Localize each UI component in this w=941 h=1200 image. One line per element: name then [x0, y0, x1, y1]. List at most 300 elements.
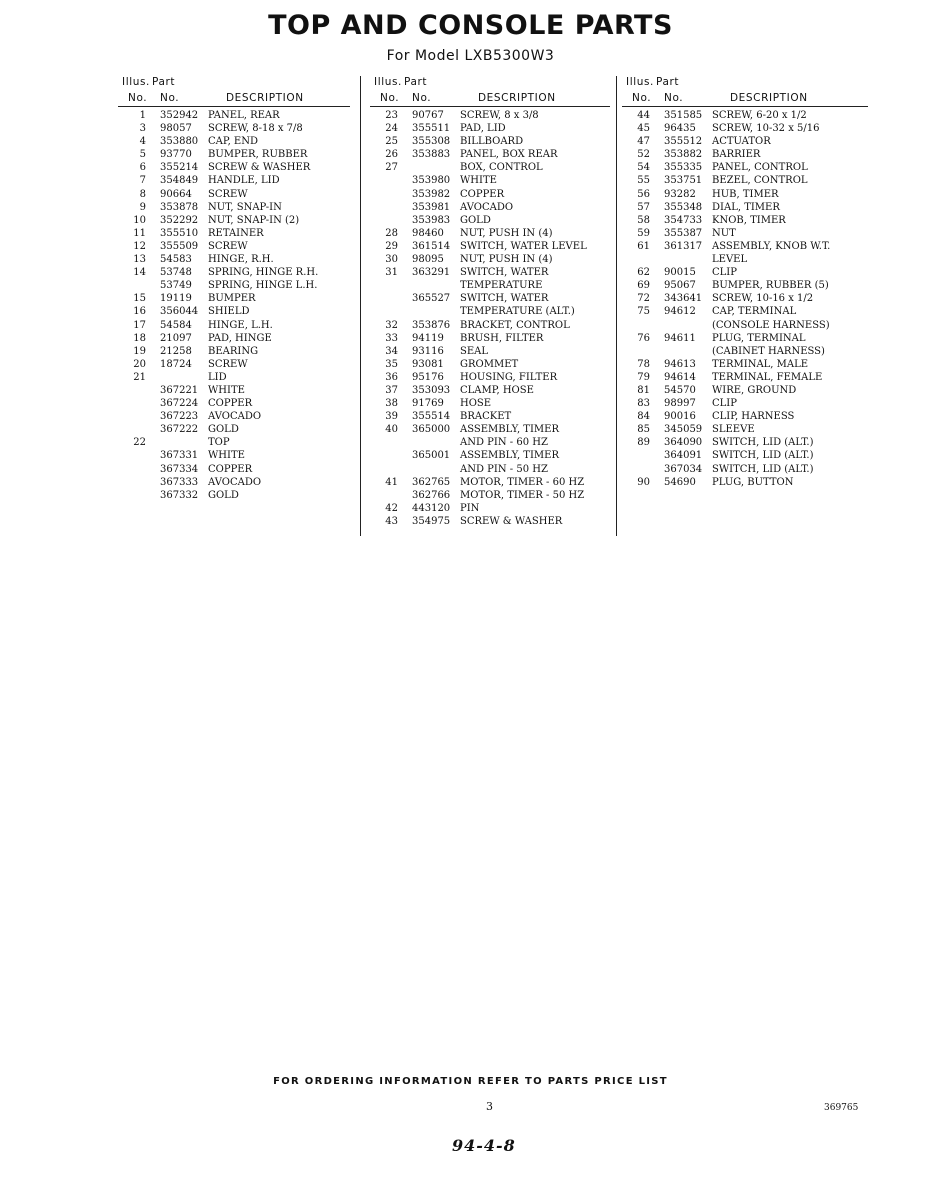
table-row [370, 410, 610, 423]
part-description: AND PIN - 50 HZ [460, 463, 548, 475]
table-row [370, 240, 610, 253]
part-description: CAP, END [208, 136, 258, 148]
part-description: (CONSOLE HARNESS) [712, 319, 830, 331]
table-row [118, 397, 350, 410]
part-description: TOP [208, 437, 230, 449]
illus-number: 44 [637, 110, 650, 121]
part-description: TERMINAL, FEMALE [712, 371, 823, 383]
part-number: 367333 [160, 476, 199, 488]
part-number: 93770 [160, 149, 192, 161]
table-row [370, 476, 610, 489]
part-description: SEAL [460, 345, 489, 357]
table-row [370, 397, 610, 410]
part-number: 94611 [664, 332, 696, 344]
table-row [118, 489, 350, 502]
illus-number: 81 [637, 384, 650, 396]
table-row [118, 188, 350, 201]
illus-number: 23 [385, 110, 398, 121]
illus-number: 62 [637, 267, 650, 279]
part-description: HANDLE, LID [208, 175, 280, 187]
part-description: NUT [712, 227, 736, 239]
table-row [118, 214, 350, 227]
table-row [622, 410, 868, 423]
part-description: AND PIN - 60 HZ [460, 437, 548, 449]
ordering-footer: FOR ORDERING INFORMATION REFER TO PARTS PRICE LIST [273, 1076, 668, 1087]
table-row [370, 188, 610, 201]
part-number: 365000 [412, 424, 451, 436]
part-number: 54584 [160, 319, 192, 331]
part-number: 367034 [664, 463, 703, 475]
part-number: 356044 [160, 306, 199, 318]
part-description: CLIP, HARNESS [712, 411, 795, 423]
part-number: 91769 [412, 398, 444, 410]
part-number: 355514 [412, 411, 451, 423]
part-number: 353882 [664, 149, 703, 161]
part-number: 53749 [160, 280, 192, 292]
column-divider [616, 76, 617, 536]
table-row [370, 292, 610, 305]
illus-number: 37 [385, 384, 398, 396]
part-description: CAP, TERMINAL [712, 306, 797, 318]
table-row [118, 227, 350, 240]
illus-number: 45 [637, 123, 650, 135]
part-number: 54570 [664, 384, 696, 396]
part-description: GOLD [208, 424, 239, 436]
part-description: KNOB, TIMER [712, 214, 786, 226]
part-description: BRUSH, FILTER [460, 332, 544, 344]
model-subtitle: For Model LXB5300W3 [386, 48, 555, 64]
table-row [622, 358, 868, 371]
table-row [622, 436, 868, 449]
part-description: BUMPER, RUBBER (5) [712, 280, 829, 292]
table-row [118, 174, 350, 187]
part-number: 362765 [412, 476, 451, 488]
illus-number: 85 [637, 424, 650, 436]
part-description: HINGE, L.H. [208, 319, 273, 331]
part-number: 94612 [664, 306, 696, 318]
part-number: 365001 [412, 450, 451, 462]
part-number: 362766 [412, 489, 451, 501]
part-number: 364090 [664, 437, 703, 449]
header-no: No. [128, 92, 148, 104]
illus-number: 24 [385, 123, 398, 135]
illus-number: 10 [133, 214, 146, 226]
page-title: TOP AND CONSOLE PARTS [268, 10, 673, 41]
document-number: 369765 [824, 1103, 859, 1113]
table-row [370, 436, 610, 449]
part-description: SHIELD [208, 306, 250, 318]
part-description: PAD, HINGE [208, 332, 272, 344]
table-row [622, 135, 868, 148]
part-description: LEVEL [712, 254, 748, 266]
illus-number: 30 [385, 254, 398, 266]
part-description: SPRING, HINGE R.H. [208, 267, 319, 279]
part-description: SCREW & WASHER [208, 162, 311, 174]
table-row [118, 358, 350, 371]
table-row [118, 148, 350, 161]
illus-number: 18 [133, 332, 146, 344]
table-row [118, 279, 350, 292]
table-row [622, 397, 868, 410]
table-row [370, 305, 610, 318]
part-description: CLIP [712, 398, 737, 410]
table-row [118, 384, 350, 397]
table-row [370, 122, 610, 135]
illus-number: 33 [385, 332, 398, 344]
part-description: HOUSING, FILTER [460, 371, 558, 383]
part-description: SWITCH, LID (ALT.) [712, 463, 814, 475]
part-number: 353876 [412, 319, 451, 331]
header-no: No. [412, 92, 432, 104]
part-number: 53748 [160, 267, 192, 279]
part-number: 21097 [160, 332, 192, 344]
part-number: 355348 [664, 201, 703, 213]
part-description: NUT, PUSH IN (4) [460, 254, 553, 266]
table-row [118, 201, 350, 214]
table-row [622, 423, 868, 436]
table-row [370, 319, 610, 332]
part-description: AVOCADO [208, 476, 262, 488]
part-number: 54690 [664, 476, 696, 488]
table-row [622, 174, 868, 187]
part-number: 90767 [412, 110, 444, 121]
table-row [370, 227, 610, 240]
part-number: 353983 [412, 214, 451, 226]
part-number: 353980 [412, 175, 451, 187]
illus-number: 15 [133, 293, 146, 305]
part-description: BRACKET [460, 411, 512, 423]
illus-number: 59 [637, 227, 650, 239]
part-number: 353981 [412, 201, 451, 213]
part-number: 54583 [160, 254, 192, 266]
illus-number: 83 [637, 398, 650, 410]
part-number: 354849 [160, 175, 199, 187]
part-description: ASSEMBLY, TIMER [460, 424, 559, 436]
illus-number: 75 [637, 306, 650, 318]
part-number: 367334 [160, 463, 199, 475]
illus-number: 14 [133, 267, 146, 279]
header-no: No. [664, 92, 684, 104]
illus-number: 28 [385, 227, 398, 239]
part-description: SCREW [208, 188, 248, 200]
part-description: SCREW, 8 x 3/8 [460, 110, 539, 121]
part-description: BUMPER [208, 293, 256, 305]
table-row [622, 319, 868, 332]
part-number: 98095 [412, 254, 444, 266]
illus-number: 32 [385, 319, 398, 331]
table-row [622, 109, 868, 122]
table-row [118, 476, 350, 489]
table-row [370, 174, 610, 187]
part-description: PIN [460, 502, 480, 514]
parts-column-2 [370, 76, 610, 528]
part-number: 352292 [160, 214, 199, 226]
part-description: SWITCH, LID (ALT.) [712, 437, 814, 449]
table-row [622, 292, 868, 305]
part-number: 367331 [160, 450, 199, 462]
part-description: BILLBOARD [460, 136, 524, 148]
part-number: 351585 [664, 110, 703, 121]
table-row [118, 319, 350, 332]
part-number: 355308 [412, 136, 451, 148]
illus-number: 40 [385, 424, 398, 436]
part-description: AVOCADO [460, 201, 514, 213]
table-row [118, 305, 350, 318]
illus-number: 26 [385, 149, 398, 161]
table-row [622, 188, 868, 201]
table-row [370, 148, 610, 161]
table-row [622, 345, 868, 358]
part-description: TEMPERATURE (ALT.) [460, 306, 575, 318]
part-description: BRACKET, CONTROL [460, 319, 570, 331]
part-number: 355214 [160, 162, 199, 174]
table-row [118, 423, 350, 436]
part-description: SWITCH, WATER [460, 267, 549, 279]
illus-number: 25 [385, 136, 398, 148]
handwritten-note: 94-4-8 [452, 1136, 516, 1155]
part-number: 93116 [412, 345, 444, 357]
part-description: GROMMET [460, 358, 519, 370]
column-header [622, 76, 868, 107]
part-number: 353751 [664, 175, 703, 187]
part-description: WHITE [208, 450, 245, 462]
part-number: 95176 [412, 371, 444, 383]
part-number: 365527 [412, 293, 451, 305]
part-number: 367223 [160, 411, 199, 423]
part-number: 93081 [412, 358, 444, 370]
part-description: PANEL, CONTROL [712, 162, 808, 174]
illus-number: 52 [637, 149, 650, 161]
header-part: Part [404, 76, 428, 88]
part-description: WHITE [460, 175, 497, 187]
part-number: 354733 [664, 214, 703, 226]
part-number: 353878 [160, 201, 199, 213]
illus-number: 39 [385, 411, 398, 423]
part-number: 353883 [412, 149, 451, 161]
table-row [370, 161, 610, 174]
part-description: SCREW [208, 240, 248, 252]
table-row [370, 214, 610, 227]
illus-number: 9 [139, 201, 146, 213]
part-description: WIRE, GROUND [712, 384, 797, 396]
part-number: 443120 [412, 502, 451, 514]
part-number: 355509 [160, 240, 199, 252]
table-row [118, 345, 350, 358]
part-number: 98460 [412, 227, 444, 239]
parts-column-1 [118, 76, 350, 502]
part-description: (CABINET HARNESS) [712, 345, 825, 357]
illus-number: 69 [637, 280, 650, 292]
page-number: 3 [486, 1100, 493, 1113]
part-number: 361317 [664, 240, 703, 252]
table-row [622, 122, 868, 135]
illus-number: 7 [139, 175, 146, 187]
table-row [118, 266, 350, 279]
column-header [118, 76, 350, 107]
part-description: BUMPER, RUBBER [208, 149, 308, 161]
part-number: 93282 [664, 188, 696, 200]
part-description: ACTUATOR [712, 136, 771, 148]
part-number: 21258 [160, 345, 192, 357]
part-number: 90016 [664, 411, 696, 423]
table-row [118, 240, 350, 253]
part-number: 367332 [160, 489, 199, 501]
table-row [622, 266, 868, 279]
table-row [370, 371, 610, 384]
table-row [622, 463, 868, 476]
illus-number: 78 [637, 358, 650, 370]
header-no: No. [380, 92, 400, 104]
part-number: 352942 [160, 110, 199, 121]
illus-number: 42 [385, 502, 398, 514]
table-row [118, 436, 350, 449]
part-number: 355510 [160, 227, 199, 239]
table-row [118, 161, 350, 174]
illus-number: 35 [385, 358, 398, 370]
part-description: AVOCADO [208, 411, 262, 423]
illus-number: 1 [139, 110, 146, 121]
illus-number: 29 [385, 240, 398, 252]
part-description: DIAL, TIMER [712, 201, 780, 213]
part-description: GOLD [460, 214, 491, 226]
header-description: DESCRIPTION [226, 92, 304, 104]
table-row [118, 371, 350, 384]
part-description: COPPER [208, 463, 253, 475]
part-description: MOTOR, TIMER - 60 HZ [460, 476, 585, 488]
illus-number: 12 [133, 240, 146, 252]
illus-number: 17 [133, 319, 146, 331]
part-number: 355512 [664, 136, 703, 148]
part-description: HUB, TIMER [712, 188, 779, 200]
illus-number: 76 [637, 332, 650, 344]
illus-number: 6 [139, 162, 146, 174]
table-row [370, 502, 610, 515]
header-description: DESCRIPTION [478, 92, 556, 104]
table-row [118, 463, 350, 476]
table-row [622, 161, 868, 174]
part-description: LID [208, 371, 227, 383]
header-no: No. [632, 92, 652, 104]
table-row [370, 358, 610, 371]
table-row [118, 109, 350, 122]
illus-number: 89 [637, 437, 650, 449]
illus-number: 36 [385, 371, 398, 383]
illus-number: 22 [133, 437, 146, 449]
part-description: PANEL, BOX REAR [460, 149, 558, 161]
illus-number: 72 [637, 293, 650, 305]
part-description: COPPER [208, 398, 253, 410]
illus-number: 21 [133, 371, 146, 383]
part-number: 353982 [412, 188, 451, 200]
illus-number: 11 [133, 227, 146, 239]
table-row [370, 449, 610, 462]
part-description: COPPER [460, 188, 505, 200]
illus-number: 34 [385, 345, 398, 357]
illus-number: 38 [385, 398, 398, 410]
header-part: Part [152, 76, 176, 88]
illus-number: 79 [637, 371, 650, 383]
part-description: NUT, SNAP-IN [208, 201, 282, 213]
part-number: 363291 [412, 267, 451, 279]
table-row [622, 214, 868, 227]
part-number: 98997 [664, 398, 696, 410]
illus-number: 16 [133, 306, 146, 318]
table-row [370, 384, 610, 397]
illus-number: 57 [637, 201, 650, 213]
part-description: BOX, CONTROL [460, 162, 543, 174]
table-row [370, 279, 610, 292]
illus-number: 20 [133, 358, 146, 370]
table-row [370, 489, 610, 502]
table-row [622, 148, 868, 161]
table-row [370, 345, 610, 358]
part-description: TERMINAL, MALE [712, 358, 809, 370]
part-description: RETAINER [208, 227, 264, 239]
part-number: 364091 [664, 450, 703, 462]
table-row [370, 332, 610, 345]
part-number: 94613 [664, 358, 696, 370]
column-header [370, 76, 610, 107]
parts-rows [622, 109, 868, 489]
table-row [370, 463, 610, 476]
illus-number: 56 [637, 188, 650, 200]
part-number: 355335 [664, 162, 703, 174]
table-row [370, 201, 610, 214]
parts-rows [370, 109, 610, 528]
header-illus: Illus. [374, 76, 402, 88]
illus-number: 27 [385, 162, 398, 174]
table-row [622, 371, 868, 384]
table-row [118, 449, 350, 462]
part-number: 18724 [160, 358, 192, 370]
header-illus: Illus. [626, 76, 654, 88]
table-row [370, 109, 610, 122]
part-number: 90015 [664, 267, 696, 279]
part-number: 367222 [160, 424, 199, 436]
illus-number: 47 [637, 136, 650, 148]
table-row [370, 423, 610, 436]
part-number: 353880 [160, 136, 199, 148]
part-description: SCREW, 6-20 x 1/2 [712, 110, 807, 121]
part-number: 367224 [160, 398, 199, 410]
illus-number: 8 [139, 188, 146, 200]
header-illus: Illus. [122, 76, 150, 88]
table-row [622, 240, 868, 253]
illus-number: 4 [139, 136, 146, 148]
part-description: SLEEVE [712, 424, 755, 436]
table-row [622, 201, 868, 214]
part-description: SWITCH, WATER [460, 293, 549, 305]
table-row [370, 135, 610, 148]
header-no: No. [160, 92, 180, 104]
table-row [118, 135, 350, 148]
part-number: 355387 [664, 227, 703, 239]
table-row [118, 410, 350, 423]
illus-number: 58 [637, 214, 650, 226]
part-description: SCREW & WASHER [460, 515, 563, 527]
part-description: SWITCH, LID (ALT.) [712, 450, 814, 462]
part-description: SCREW, 10-16 x 1/2 [712, 293, 814, 305]
illus-number: 3 [139, 123, 146, 135]
table-row [118, 122, 350, 135]
illus-number: 5 [139, 149, 146, 161]
part-description: SCREW, 10-32 x 5/16 [712, 123, 820, 135]
part-description: PLUG, TERMINAL [712, 332, 806, 344]
illus-number: 84 [637, 411, 650, 423]
part-description: MOTOR, TIMER - 50 HZ [460, 489, 585, 501]
part-description: ASSEMBLY, TIMER [460, 450, 559, 462]
part-number: 90664 [160, 188, 192, 200]
